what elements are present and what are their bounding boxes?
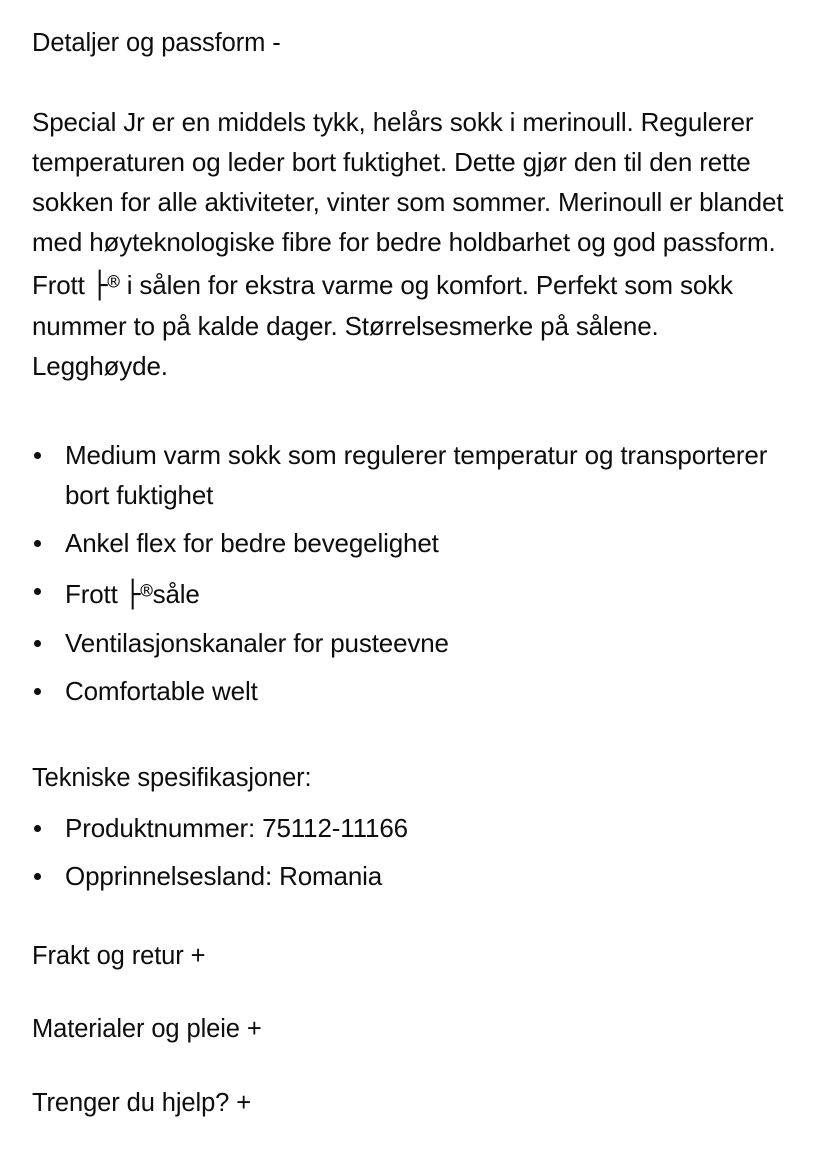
feature-text: Comfortable welt [65, 676, 258, 707]
registered-sign-icon: ® [140, 579, 153, 604]
registered-sign-icon: ® [107, 270, 120, 294]
mojibake-glyph-group [125, 580, 153, 610]
list-item [32, 856, 798, 896]
description-text-part-1: Special Jr er en middels tykk, helårs sokk i merinoull. Regulerer temperaturen og leder bort fuktighet. Dette gjør den til den rette sokken for alle aktiviteter, vinter som sommer. Merinoull er blandet med høyteknologiske fibre for bedre holdbarhet og god passform. Frott [32, 107, 784, 301]
feature-text-after-mark: såle [152, 579, 200, 610]
plus-icon: + [236, 1089, 252, 1117]
feature-text: Medium varm sokk som regulerer temperatur og transporterer bort fuktighet [65, 440, 768, 511]
list-item [32, 523, 798, 563]
box-drawing-icon: ├ [124, 580, 141, 611]
spec-text: Opprinnelsesland: Romania [65, 861, 383, 892]
mojibake-glyph-group [92, 271, 120, 301]
accordion-title-shipping: Frakt og retur [32, 942, 184, 970]
technical-specifications-title: Tekniske spesifikasjoner: [32, 764, 312, 793]
list-item [32, 808, 798, 848]
list-item [32, 623, 798, 663]
minus-icon: - [272, 29, 281, 57]
spec-text: Produktnummer: 75112-11166 [65, 813, 408, 844]
accordion-title-materials: Materialer og pleie [32, 1015, 240, 1043]
list-item [32, 671, 798, 711]
list-item [32, 435, 798, 515]
description-text-part-2: i sålen for ekstra varme og komfort. Perfekt som sokk nummer to på kalde dager. Størrelsesmerke på sålene. Legghøyde. [32, 270, 733, 382]
accordion-header-shipping[interactable] [32, 941, 205, 973]
plus-icon: + [246, 1015, 262, 1043]
feature-list [32, 435, 798, 711]
accordion-title-help: Trenger du hjelp? [32, 1089, 230, 1117]
product-description [32, 102, 798, 386]
technical-specifications-list [32, 808, 798, 896]
accordion-title-details: Detaljer og passform [32, 29, 266, 57]
accordion-header-help[interactable] [32, 1088, 251, 1120]
feature-text: Ventilasjonskanaler for pusteevne [65, 628, 449, 659]
feature-text: Ankel flex for bedre bevegelighet [65, 528, 439, 559]
accordion-header-details[interactable] [32, 28, 281, 60]
feature-text-before-mark: Frott [65, 579, 125, 610]
list-item [32, 571, 798, 615]
accordion-header-materials[interactable] [32, 1014, 262, 1046]
plus-icon: + [190, 942, 206, 970]
box-drawing-icon: ├ [91, 271, 108, 302]
accordion-panel-details [32, 102, 798, 896]
